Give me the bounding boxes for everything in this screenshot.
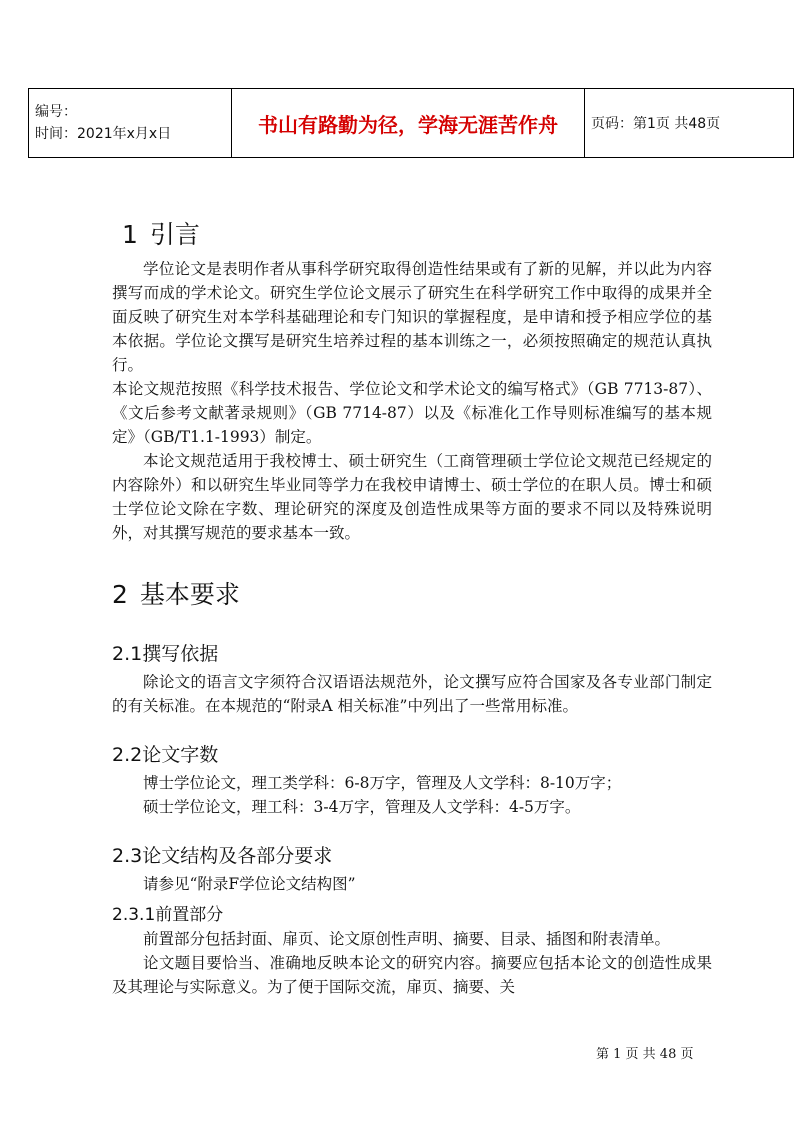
section-1-number: 1 xyxy=(122,220,138,249)
header-page-info: 页码：第1页 共48页 xyxy=(585,89,794,158)
section-1-title: 引言 xyxy=(149,220,200,249)
section-2-2-heading: 2.2论文字数 xyxy=(112,744,219,766)
section-1-paragraph-2: 本论文规范按照《科学技术报告、学位论文和学术论文的编写格式》（GB 7713-87）、《文后参考文献著录规则》（GB 7714-87）以及《标准化工作导则标准编写的基本规定》（GB/T1.1-1993）制定。 xyxy=(112,380,712,446)
header-meta-cell xyxy=(29,89,232,158)
section-1-heading xyxy=(122,215,712,251)
header-motto: 书山有路勤为径，学海无涯苦作舟 xyxy=(232,89,585,158)
document-body xyxy=(112,215,712,999)
document-time-label: 时间：2021年x月x日 xyxy=(35,126,172,142)
section-2-3-1-paragraph-1: 前置部分包括封面、扉页、论文原创性声明、摘要、目录、插图和附表清单。 xyxy=(143,930,671,948)
document-number-label: 编号： xyxy=(35,104,77,120)
section-1-paragraph-3: 本论文规范适用于我校博士、硕士研究生（工商管理硕士学位论文规范已经规定的内容除外）和以研究生毕业同等学力在我校申请博士、硕士学位的在职人员。博士和硕士学位论文除在字数、理论研究的深度及创造性成果等方面的要求不同以及特殊说明外，对其撰写规范的要求基本一致。 xyxy=(112,452,712,542)
footer-page-number: 第 1 页 共 48 页 xyxy=(596,1047,694,1062)
section-2-number: 2 xyxy=(112,580,128,609)
section-2-1-heading: 2.1撰写依据 xyxy=(112,643,219,665)
section-2-1-paragraph: 除论文的语言文字须符合汉语语法规范外，论文撰写应符合国家及各专业部门制定的有关标准。在本规范的“附录A 相关标准”中列出了一些常用标准。 xyxy=(112,673,712,715)
section-1-paragraph-1: 学位论文是表明作者从事科学研究取得创造性结果或有了新的见解，并以此为内容撰写而成的学术论文。研究生学位论文展示了研究生在科学研究工作中取得的成果并全面反映了研究生对本学科基础理论和专门知识的掌握程度，是申请和授予相应学位的基本依据。学位论文撰写是研究生培养过程的基本训练之一，必须按照确定的规范认真执行。 xyxy=(112,260,712,374)
section-2-heading xyxy=(112,575,712,611)
section-2-title: 基本要求 xyxy=(139,580,240,609)
section-2-3-paragraph: 请参见“附录F学位论文结构图” xyxy=(143,875,356,893)
section-2-2-line-2: 硕士学位论文，理工科：3-4万字，管理及人文学科：4-5万字。 xyxy=(143,798,581,816)
header-table xyxy=(28,88,794,158)
section-2-3-heading: 2.3论文结构及各部分要求 xyxy=(112,845,333,867)
section-2-3-1-heading: 2.3.1前置部分 xyxy=(112,905,224,925)
section-2-2-line-1: 博士学位论文，理工类学科：6-8万字，管理及人文学科：8-10万字； xyxy=(143,774,622,792)
section-2-3-1-paragraph-2: 论文题目要恰当、准确地反映本论文的研究内容。摘要应包括本论文的创造性成果及其理论与实际意义。为了便于国际交流，扉页、摘要、关 xyxy=(112,954,712,996)
